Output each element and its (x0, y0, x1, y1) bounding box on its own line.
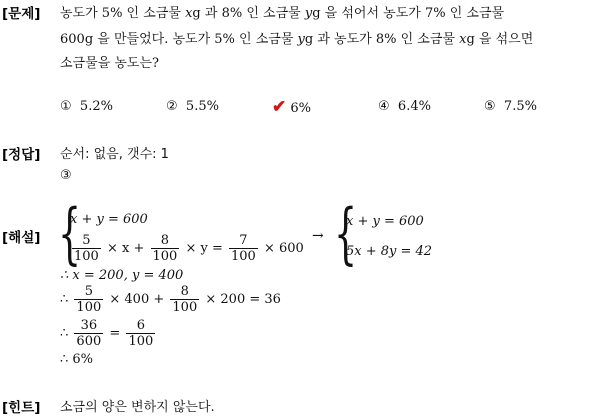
answer-order-count: 순서: 없음, 갯수: 1 (60, 147, 169, 162)
choice-text: 7.5% (503, 99, 537, 114)
choice-4[interactable] (378, 99, 431, 114)
label-hint: [힌트] (2, 400, 41, 416)
variable: x (185, 6, 193, 21)
fraction: $\frac{6}{100}$ (128, 318, 154, 349)
step-3 (60, 318, 157, 349)
equation-part: × 600 (263, 241, 304, 256)
problem-text: 농도가 5% 인 소금물 (60, 6, 181, 21)
choice-5[interactable] (484, 99, 537, 114)
fraction: $\frac{7}{100}$ (231, 233, 256, 264)
problem-text: g 을 섞어서 농도가 7% 인 소금물 (312, 6, 505, 21)
step-1: ∴ x = 200, y = 400 (60, 268, 184, 283)
fraction: $\frac{5}{100}$ (76, 284, 102, 315)
label-explanation: [해설] (2, 230, 41, 246)
choice-2[interactable] (166, 99, 219, 114)
equation-part: × y = (185, 241, 223, 256)
choice-number: ② (166, 99, 178, 114)
result-eq-1: x + y = 600 (346, 214, 424, 229)
equation-part: × 200 = 36 (205, 292, 281, 307)
therefore-symbol: ∴ (60, 326, 69, 341)
choice-text: 5.2% (79, 99, 113, 114)
variable: y (304, 6, 313, 21)
problem-text: 600g 을 만들었다. 농도가 5% 인 소금물 (60, 32, 294, 47)
system-eq-2 (70, 233, 304, 264)
problem-line-3: 소금물을 농도는? (60, 56, 160, 71)
label-problem: [문제] (2, 6, 41, 22)
choice-3[interactable] (272, 97, 311, 117)
fraction: $\frac{8}{100}$ (152, 233, 178, 264)
problem-text: g 과 8% 인 소금물 (192, 6, 301, 21)
answer-value: ③ (60, 168, 72, 183)
check-mark-icon: ✔ (272, 97, 287, 117)
choice-text: 6% (290, 101, 312, 116)
result-eq-2: 5x + 8y = 42 (346, 244, 433, 259)
choice-number: ⑤ (484, 99, 496, 114)
arrow: → (312, 228, 324, 244)
choice-number: ① (60, 99, 72, 114)
equation-part: × 400 + (109, 292, 165, 307)
fraction: $\frac{8}{100}$ (172, 284, 198, 315)
equation: x + y = 600 (70, 212, 148, 227)
choice-number: ④ (378, 99, 390, 114)
system-eq-1 (70, 212, 148, 227)
step-4: ∴ 6% (60, 352, 94, 367)
step-2 (60, 284, 281, 315)
equation-part: × x + (106, 241, 145, 256)
hint-text: 소금의 양은 변하지 않는다. (60, 400, 215, 415)
therefore-symbol: ∴ (60, 292, 69, 307)
problem-line-1 (60, 2, 504, 21)
choice-1[interactable] (60, 99, 113, 114)
variable: y (297, 32, 305, 47)
left-brace: { (58, 195, 82, 272)
right-brace: { (334, 195, 358, 272)
fraction: $\frac{36}{600}$ (76, 318, 102, 349)
variable: x (459, 32, 467, 47)
label-answer: [정답] (2, 147, 41, 163)
problem-line-2 (60, 28, 533, 47)
choice-text: 5.5% (185, 99, 219, 114)
choice-text: 6.4% (397, 99, 431, 114)
equation-part: = (109, 326, 121, 341)
problem-text: g 과 농도가 8% 인 소금물 (304, 32, 455, 47)
problem-text: g 을 섞으면 (466, 32, 534, 47)
fraction: $\frac{5}{100}$ (74, 233, 99, 264)
